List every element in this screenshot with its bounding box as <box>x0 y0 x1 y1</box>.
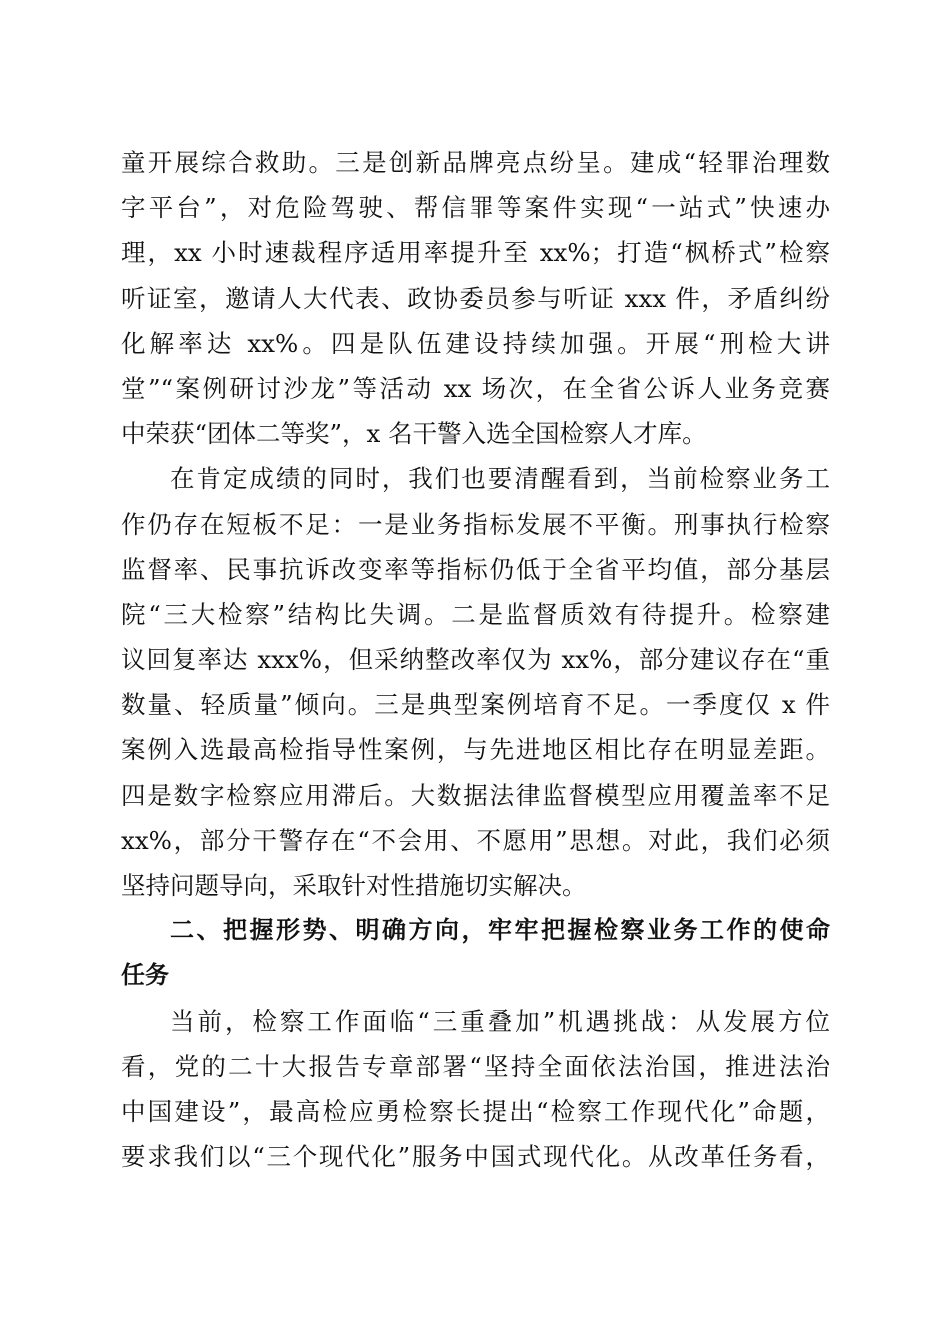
text-line: 堂”“案例研讨沙龙”等活动 xx 场次，在全省公诉人业务竞赛 <box>121 373 830 403</box>
text-line: 字平台”，对危险驾驶、帮信罪等案件实现“一站式”快速办 <box>121 193 830 223</box>
text-line: 看，党的二十大报告专章部署“坚持全面依法治国，推进法治 <box>121 1051 830 1081</box>
text-line: 要求我们以“三个现代化”服务中国式现代化。从改革任务看， <box>121 1142 830 1172</box>
section-heading-2 <box>121 908 830 998</box>
text-line: 院“三大检察”结构比失调。二是监督质效有待提升。检察建 <box>121 599 830 629</box>
text-line: 数量、轻质量”倾向。三是典型案例培育不足。一季度仅 x 件 <box>121 690 830 720</box>
text-line: 议回复率达 xxx%，但采纳整改率仅为 xx%，部分建议存在“重 <box>121 645 830 675</box>
text-line: 坚持问题导向，采取针对性措施切实解决。 <box>121 871 587 900</box>
paragraph-shortcomings <box>121 456 830 908</box>
heading-line: 任务 <box>121 961 169 990</box>
text-line: 在肯定成绩的同时，我们也要清醒看到，当前检察业务工 <box>170 464 830 494</box>
text-line: 理，xx 小时速裁程序适用率提升至 xx%；打造“枫桥式”检察 <box>121 238 830 268</box>
text-line: 中国建设”，最高检应勇检察长提出“检察工作现代化”命题， <box>121 1096 830 1126</box>
document-body <box>121 140 830 1179</box>
text-line: 中荣获“团体二等奖”，x 名干警入选全国检察人才库。 <box>121 419 707 449</box>
text-line: xx%，部分干警存在“不会用、不愿用”思想。对此，我们必须 <box>121 825 830 855</box>
text-line: 监督率、民事抗诉改变率等指标仍低于全省平均值，部分基层 <box>121 554 830 584</box>
text-line: 四是数字检察应用滞后。大数据法律监督模型应用覆盖率不足 <box>121 780 830 810</box>
text-line: 童开展综合救助。三是创新品牌亮点纷呈。建成“轻罪治理数 <box>121 148 830 177</box>
heading-line: 二、把握形势、明确方向，牢牢把握检察业务工作的使命 <box>170 916 830 945</box>
text-line: 听证室，邀请人大代表、政协委员参与听证 xxx 件，矛盾纠纷 <box>121 283 830 313</box>
paragraph-situation <box>121 999 830 1180</box>
text-line: 当前，检察工作面临“三重叠加”机遇挑战：从发展方位 <box>170 1006 830 1036</box>
text-line: 案例入选最高检指导性案例，与先进地区相比存在明显差距。 <box>121 735 830 765</box>
paragraph-achievements <box>121 140 830 456</box>
text-line: 作仍存在短板不足：一是业务指标发展不平衡。刑事执行检察 <box>121 509 830 539</box>
text-line: 化解率达 xx%。四是队伍建设持续加强。开展“刑检大讲 <box>121 328 830 358</box>
